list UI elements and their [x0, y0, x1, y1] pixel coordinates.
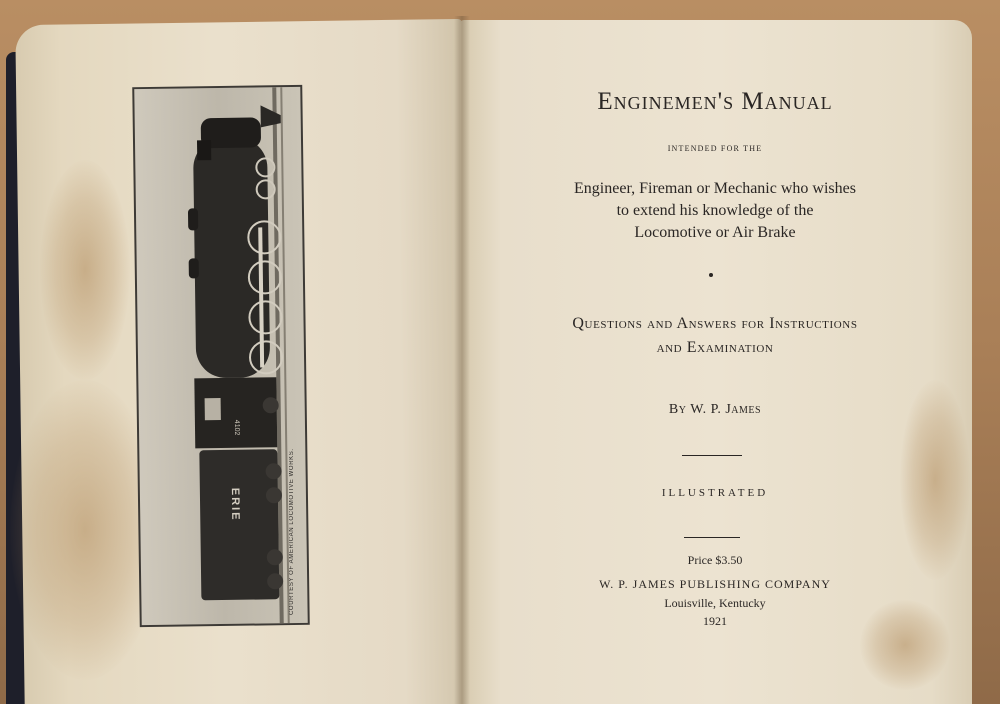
locomotive-photo-plate [132, 85, 310, 627]
intended-for-line: INTENDED FOR THE [667, 144, 763, 153]
publication-year: 1921 [703, 614, 727, 628]
purpose-line: to extend his knowledge of the [616, 202, 814, 219]
subtitle [470, 312, 960, 360]
purpose-line: Locomotive or Air Brake [634, 224, 796, 241]
purpose-line: Engineer, Fireman or Mechanic who wishes [574, 180, 856, 197]
purpose-text [470, 178, 960, 244]
divider-rule [684, 537, 740, 538]
water-stain [40, 160, 130, 380]
engine-number: 4102 [232, 419, 241, 436]
ornament-dot [709, 273, 713, 277]
photo-credit: COURTESY OF AMERICAN LOCOMOTIVE WORKS. [289, 448, 295, 616]
subtitle-line: Questions and Answers for Instructions [572, 315, 858, 332]
illustrated-label: ILLUSTRATED [661, 487, 769, 499]
subtitle-line: and Examination [656, 339, 774, 356]
divider-rule [682, 455, 742, 456]
book-gutter [454, 16, 470, 704]
book-title: Enginemen's Manual [597, 88, 833, 115]
publisher-name: W. P. JAMES PUBLISHING COMPANY [599, 577, 831, 591]
tender-lettering: ERIE [228, 487, 242, 522]
author-line: By W. P. James [668, 402, 762, 417]
publisher-city: Louisville, Kentucky [664, 596, 766, 610]
locomotive-illustration [134, 87, 307, 625]
price-line: Price $3.50 [687, 553, 743, 567]
